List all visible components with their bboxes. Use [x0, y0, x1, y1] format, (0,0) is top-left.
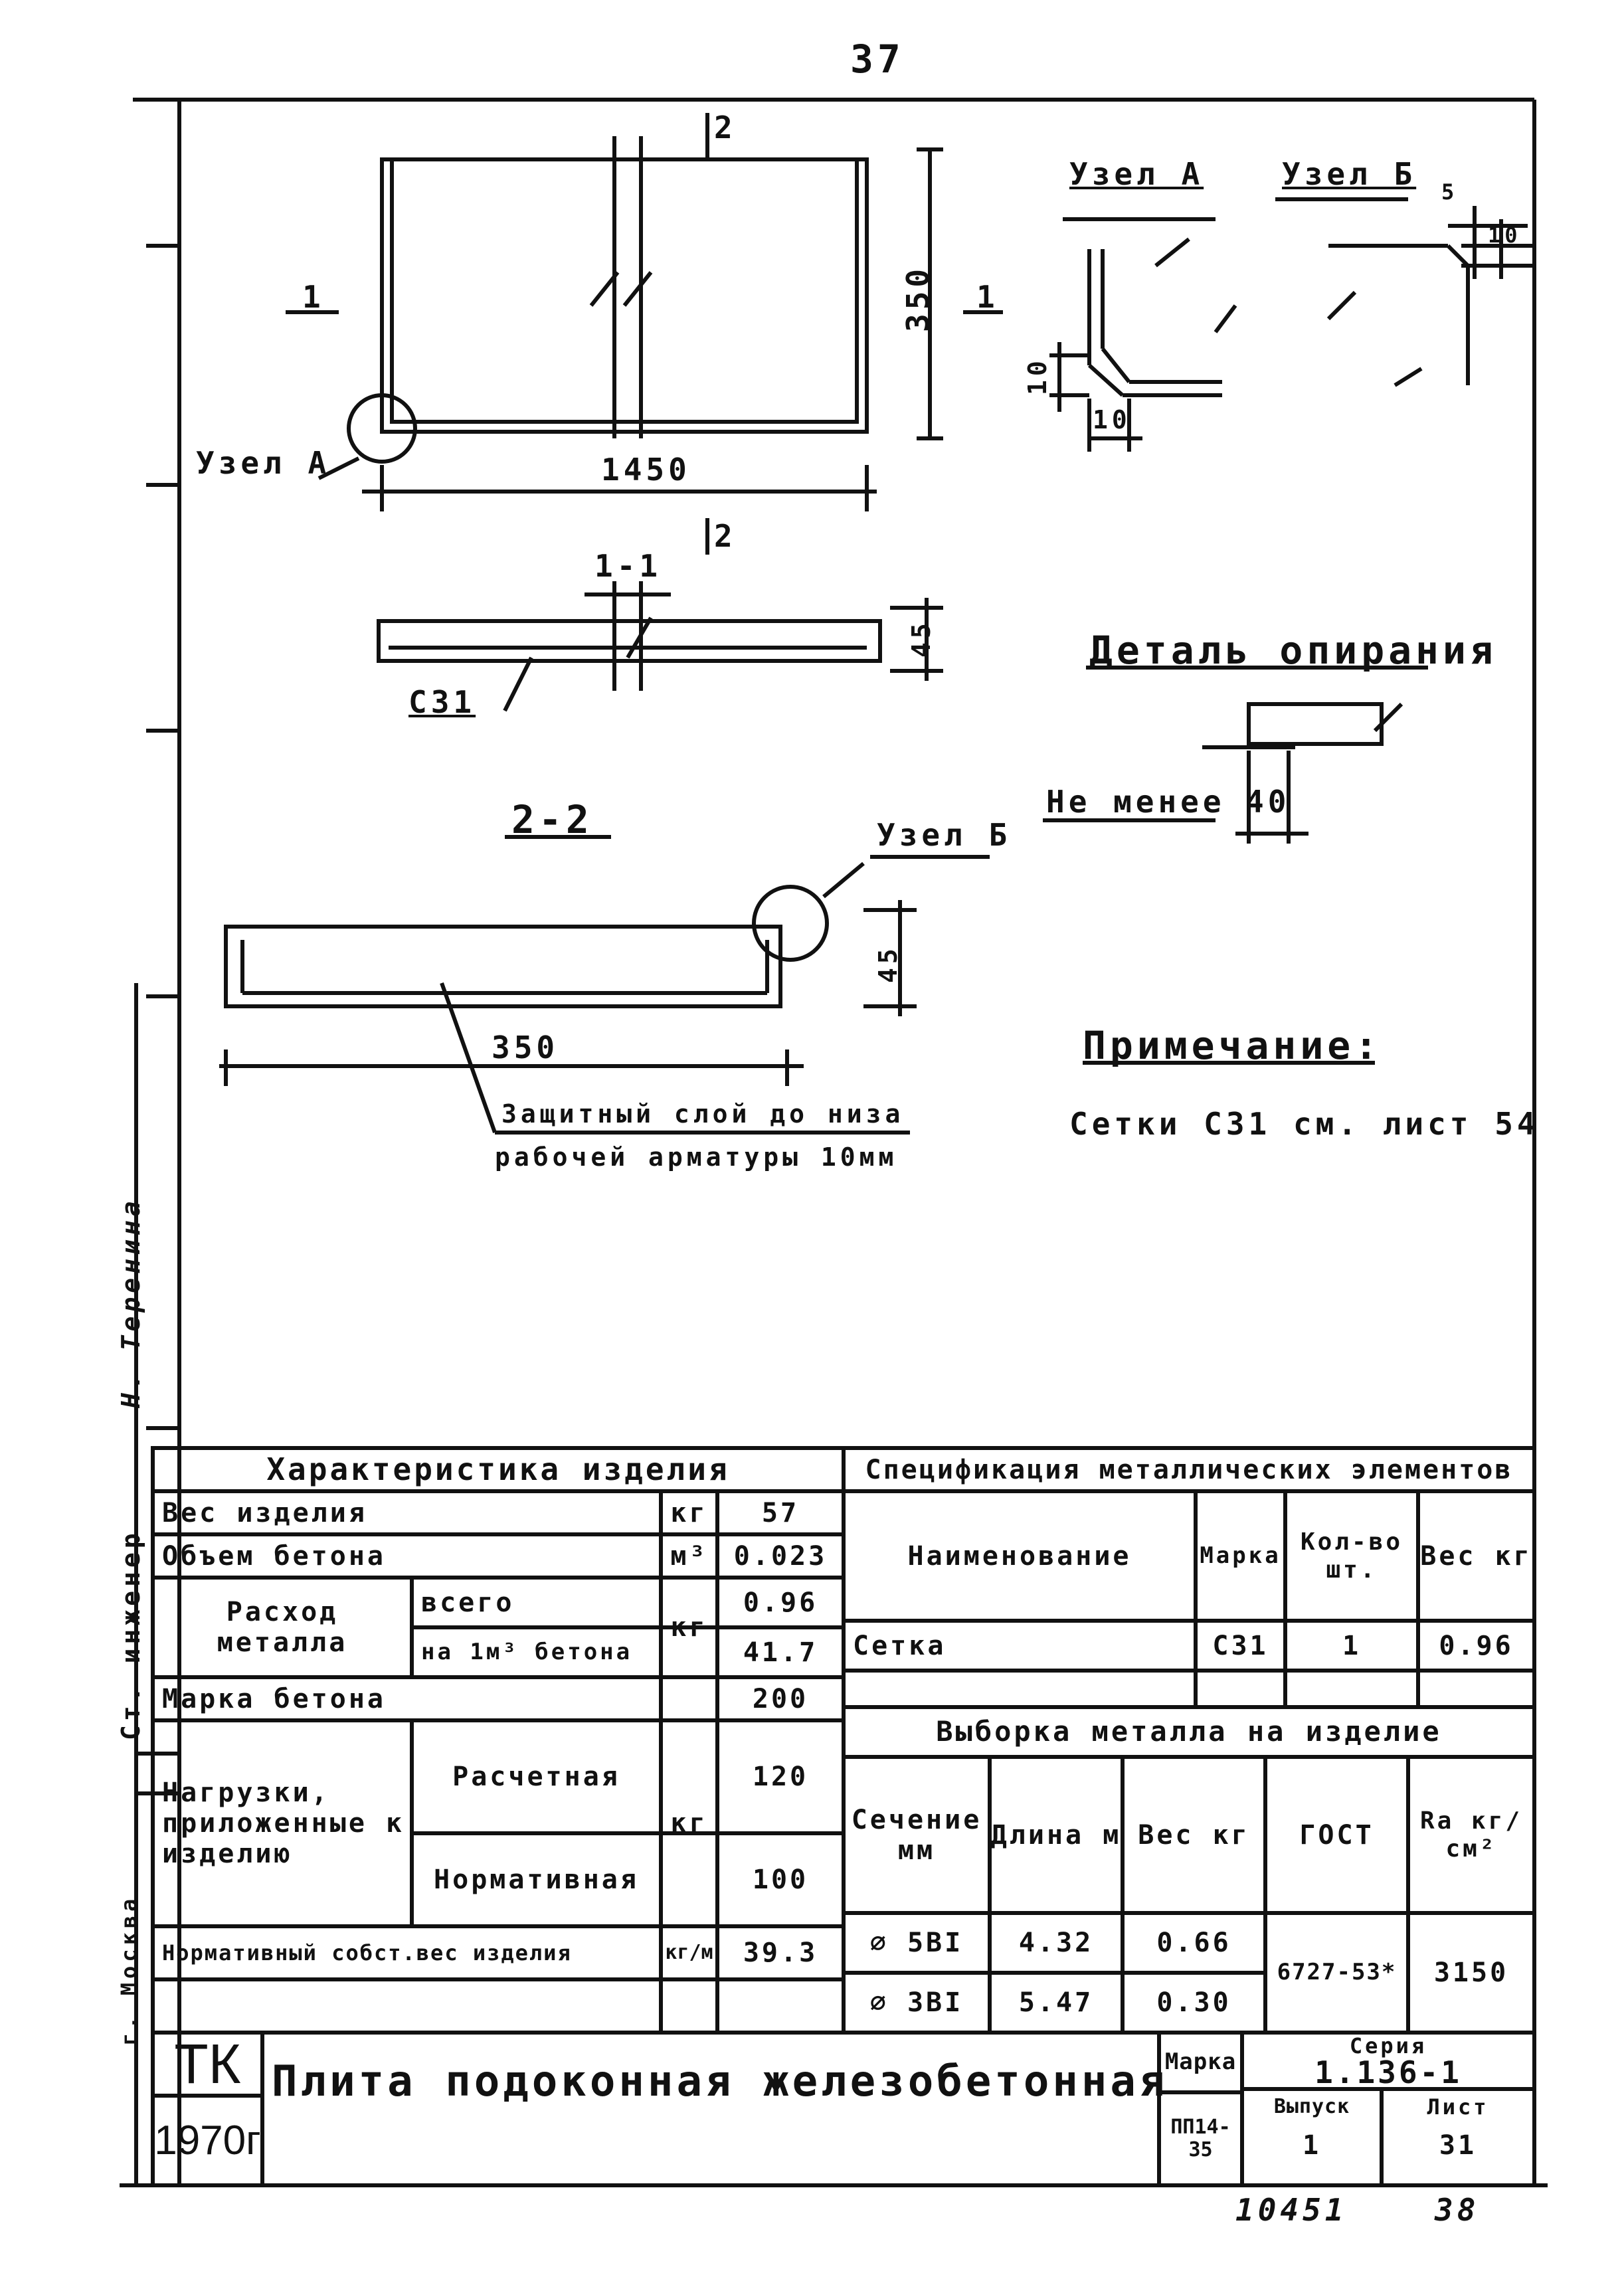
section-2-2-dim-width: 350: [492, 1030, 559, 1065]
char-loads-label: Нагрузки, приложенные к изделию: [162, 1777, 405, 1869]
metal-ra: 3150: [1433, 1957, 1509, 1988]
support-min-label: Не менее: [1046, 784, 1225, 820]
spec-header-name: Наименование: [907, 1540, 1132, 1572]
title-main: Плита подоконная железобетонная: [272, 2057, 1168, 2107]
metal-header-weight: Вес кг: [1138, 1819, 1250, 1851]
char-metal-unit: кг: [670, 1612, 708, 1643]
section-mark-2-top: 2: [714, 110, 737, 145]
char-loads-value2: 100: [752, 1865, 809, 1895]
node-b-title: Узел Б: [1282, 156, 1417, 192]
title-issue-value: 1: [1302, 2130, 1322, 2161]
metal-header-ra: Rа кг/см²: [1419, 1807, 1523, 1863]
title-mark-label: Марка: [1164, 2048, 1237, 2076]
section-1-1-dim-height: 45: [907, 619, 936, 658]
section-mark-1-right: 1: [976, 279, 999, 315]
spec-header-weight: Вес кг: [1420, 1540, 1532, 1572]
protective-note-line2: рабочей арматуры 10мм: [495, 1142, 898, 1172]
char-metal-label: Расход металла: [217, 1597, 348, 1658]
char-weight-value: 57: [761, 1497, 800, 1528]
title-org: ТК: [174, 2033, 241, 2096]
title-sheet-label: Лист: [1427, 2094, 1489, 2120]
spec-row-name: Сетка: [853, 1630, 947, 1661]
char-selfweight-value: 39.3: [743, 1938, 818, 1968]
section-2-2-title: 2-2: [511, 797, 593, 842]
plan-node-a-label: Узел А: [196, 445, 331, 481]
metal-header-section: Сечение мм: [851, 1804, 982, 1866]
section-mark-2-bottom: 2: [714, 518, 737, 554]
section-1-1-mesh-label: С31: [408, 684, 476, 720]
spec-row-weight: 0.96: [1439, 1630, 1514, 1661]
node-a-dim-vertical: 10: [1023, 357, 1052, 395]
characteristics-title: Характеристика изделия: [266, 1451, 730, 1488]
plan-dim-width: 1450: [601, 452, 691, 488]
node-a-dim-horizontal: 10: [1093, 405, 1131, 434]
spec-row-qty: 1: [1342, 1630, 1362, 1661]
footer-number-right: 38: [1435, 2192, 1480, 2228]
title-mark-value: ПП14-35: [1170, 2115, 1231, 2161]
stamp-engineer-name: Н. Теренина: [116, 1197, 145, 1408]
char-metal-sub2: на 1м³ бетона: [421, 1638, 633, 1665]
char-weight-unit: кг: [670, 1497, 708, 1528]
title-sheet-value: 31: [1439, 2130, 1477, 2161]
char-volume-label: Объем бетона: [162, 1540, 386, 1572]
char-metal-value1: 0.96: [743, 1587, 818, 1618]
spec-row-mark: С31: [1212, 1630, 1269, 1661]
metal-header-length: Длина м: [990, 1819, 1122, 1851]
char-selfweight-unit: кг/м: [665, 1940, 713, 1964]
plan-dim-height: 350: [900, 264, 936, 332]
metal-row1-length: 4.32: [1018, 1928, 1094, 1958]
char-grade-value: 200: [752, 1683, 809, 1714]
spec-header-qty: Кол-во шт.: [1300, 1528, 1403, 1584]
section-1-1-title: 1-1: [594, 548, 662, 584]
metal-row2-length: 5.47: [1018, 1987, 1094, 2018]
char-loads-value1: 120: [752, 1762, 809, 1792]
char-metal-value2: 41.7: [743, 1637, 818, 1668]
char-volume-unit: м³: [670, 1540, 708, 1572]
title-series-label: Серия: [1349, 2033, 1427, 2058]
note-text: Сетки С31 см. лист 54: [1069, 1106, 1540, 1142]
metal-row1-section: ⌀ 5ВI: [869, 1928, 964, 1958]
page-number: 37: [850, 37, 905, 82]
metal-row2-section: ⌀ 3ВI: [869, 1987, 964, 2018]
char-metal-sub1: всего: [421, 1587, 515, 1618]
title-series-value: 1.136-1: [1314, 2054, 1462, 2090]
section-2-2-node-label: Узел Б: [877, 817, 1012, 853]
char-loads-sub2: Нормативная: [434, 1865, 639, 1895]
specification-title: Спецификация металлических элементов: [865, 1454, 1513, 1485]
char-loads-sub1: Расчетная: [452, 1762, 620, 1792]
char-loads-unit: кг: [670, 1808, 708, 1839]
section-2-2-dim-height: 45: [873, 945, 903, 983]
support-detail-title: Деталь опирания: [1089, 628, 1497, 673]
title-issue-label: Выпуск: [1273, 2095, 1350, 2119]
support-min-value: 40: [1245, 784, 1291, 820]
section-mark-1-left: 1: [302, 279, 325, 315]
metal-row2-weight: 0.30: [1156, 1987, 1231, 2018]
char-volume-value: 0.023: [733, 1540, 828, 1572]
protective-note-line1: Защитный слой до низа: [501, 1099, 905, 1129]
node-b-dim-b: 10: [1488, 223, 1522, 248]
metal-gost: 6727-53*: [1277, 1959, 1397, 1986]
node-a-title: Узел А: [1069, 156, 1204, 192]
char-weight-label: Вес изделия: [162, 1497, 367, 1528]
metal-row1-weight: 0.66: [1156, 1928, 1231, 1958]
stamp-engineer-label: Ст. инженер: [116, 1529, 145, 1740]
char-grade-label: Марка бетона: [162, 1683, 386, 1714]
metal-header-gost: ГОСТ: [1299, 1819, 1374, 1851]
char-selfweight-label: Нормативный собст.вес изделия: [162, 1940, 572, 1965]
note-title: Примечание:: [1083, 1023, 1382, 1068]
title-year: 1970г: [154, 2117, 261, 2163]
metal-selection-title: Выборка металла на изделие: [936, 1715, 1442, 1748]
stamp-city: г. Москва: [116, 1894, 141, 2046]
spec-header-mark: Марка: [1200, 1542, 1281, 1569]
node-b-dim-a: 5: [1441, 179, 1459, 205]
footer-number-left: 10451: [1235, 2192, 1348, 2228]
